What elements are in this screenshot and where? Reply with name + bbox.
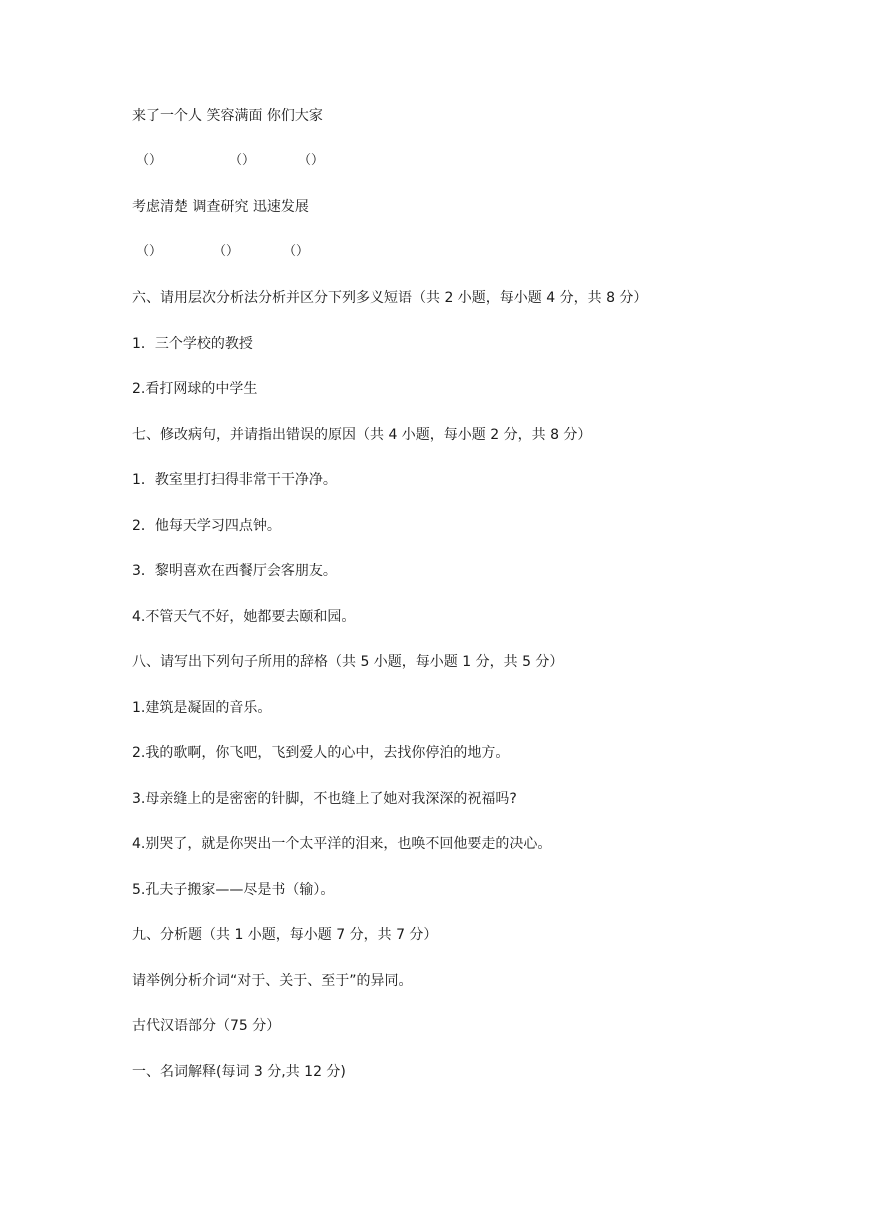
question-item: 2.看打网球的中学生 xyxy=(132,381,258,397)
question-item: 3．黎明喜欢在西餐厅会客朋友。 xyxy=(132,563,337,579)
question-item: 请举例分析介词“对于、关于、至于”的异同。 xyxy=(132,973,413,989)
question-item: 2．他每天学习四点钟。 xyxy=(132,518,281,534)
question-item: 3.母亲缝上的是密密的针脚，不也缝上了她对我深深的祝福吗? xyxy=(132,791,517,807)
section-seven-heading: 七、修改病句，并请指出错误的原因（共 4 小题，每小题 2 分，共 8 分） xyxy=(132,427,592,443)
question-item: 5.孔夫子搬家——尽是书（输）。 xyxy=(132,882,335,898)
answer-blank: （） xyxy=(298,153,325,168)
section-one-heading: 一、名词解释(每词 3 分,共 12 分) xyxy=(132,1064,346,1080)
section-eight-heading: 八、请写出下列句子所用的辞格（共 5 小题，每小题 1 分，共 5 分） xyxy=(132,654,564,670)
blank-row-1 xyxy=(0,151,400,171)
question-item: 2.我的歌啊，你飞吧，飞到爱人的心中，去找你停泊的地方。 xyxy=(132,745,510,761)
question-item: 4.别哭了，就是你哭出一个太平洋的泪来，也唤不回他要走的决心。 xyxy=(132,836,552,852)
answer-blank: （） xyxy=(136,244,163,259)
answer-blank: （） xyxy=(283,244,310,259)
phrase-row-2: 考虑清楚 调查研究 迅速发展 xyxy=(132,199,309,215)
phrase-row-1: 来了一个人 笑容满面 你们大家 xyxy=(132,108,323,124)
question-item: 1．教室里打扫得非常干干净净。 xyxy=(132,472,337,488)
answer-blank: （） xyxy=(136,153,163,168)
question-item: 4.不管天气不好，她都要去颐和园。 xyxy=(132,609,356,625)
question-item: 1.建筑是凝固的音乐。 xyxy=(132,700,272,716)
answer-blank: （） xyxy=(213,244,240,259)
part-heading-ancient-chinese: 古代汉语部分（75 分） xyxy=(132,1018,281,1034)
answer-blank: （） xyxy=(229,153,256,168)
blank-row-2 xyxy=(0,242,400,262)
section-nine-heading: 九、分析题（共 1 小题，每小题 7 分，共 7 分） xyxy=(132,927,438,943)
question-item: 1．三个学校的教授 xyxy=(132,336,253,352)
section-six-heading: 六、请用层次分析法分析并区分下列多义短语（共 2 小题，每小题 4 分，共 8 分） xyxy=(132,290,648,306)
